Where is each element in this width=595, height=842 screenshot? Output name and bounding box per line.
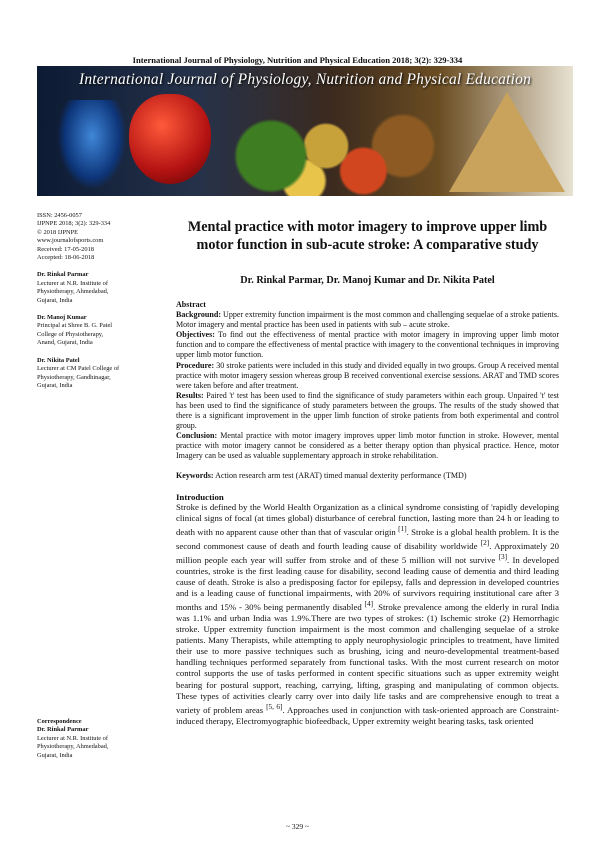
affiliation-line: Physiotherapy, Gandhinagar, — [37, 373, 111, 381]
affiliation-line: Anand, Gujarat, India — [37, 339, 93, 347]
meta-issn: ISSN: 2456-0057 — [37, 212, 82, 219]
intro-text: . Approximately 20 million people each year will suffer from stroke and of these 5 million will not survive — [176, 540, 559, 565]
paper-authors: Dr. Rinkal Parmar, Dr. Manoj Kumar and Dr. Nikita Patel — [240, 275, 495, 286]
main-content — [176, 218, 559, 727]
author-name: Dr. Rinkal Parmar — [37, 271, 89, 279]
citation-ref[interactable]: [5, 6] — [266, 702, 283, 711]
affiliation-line: Physiotherapy, Ahmedabad, — [37, 743, 109, 751]
meta-copyright: © 2018 IJPNPE — [37, 228, 79, 236]
intro-text: . Approaches used in conjunction with task-oriented approach are Constraint-induced therapy, Electromyographic biofeedback, Upper extremity weight bearing tasks, task oriented — [176, 704, 559, 726]
author-name: Dr. Nikita Patel — [37, 356, 80, 364]
abstract-objectives — [176, 330, 559, 360]
food-image — [227, 96, 447, 196]
affiliation-line: Physiotherapy, Ahmedabad, — [37, 288, 109, 296]
intro-text: . In developed countries, stroke is the first leading cause for disability, second leading cause of dementia and third leading cause of death. Stroke is also a predisposing factor for epilepsy, falls and depression in developed countries and is a leading cause of functional impairments, with 20% of survivors requiring institutional care after 3 months and 15% - 30% being permanently disabled — [176, 554, 560, 612]
correspondence-block — [37, 718, 152, 760]
author-affiliation — [37, 271, 152, 305]
section-text: Upper extremity function impairment is the most common and challenging sequelae of a stroke patients. Motor imagery and mental practice has been used in patients with sub – acute stroke. — [176, 310, 559, 330]
abstract-heading: Abstract — [176, 300, 206, 309]
paper-title: Mental practice with motor imagery to improve upper limb motor function in sub-acute stroke: A comparative study — [187, 219, 548, 253]
heart-image — [129, 94, 211, 184]
section-label: Conclusion: — [176, 431, 218, 441]
correspondence-name: Dr. Rinkal Parmar — [37, 726, 89, 734]
author-name: Dr. Manoj Kumar — [37, 314, 87, 322]
abstract-procedure — [176, 361, 559, 391]
abstract-results — [176, 391, 559, 431]
section-text: 30 stroke patients were included in this study and divided equally in two groups. Group A received mental practice with motor imagery session whereas group B received conventional exercise sessions. ARAT and TMD scores were taken before and after treatment. — [176, 360, 559, 390]
abstract-conclusion — [176, 431, 559, 461]
author-affiliation — [37, 314, 152, 348]
keywords-label: Keywords: — [176, 470, 214, 480]
affiliation-line: Lecturer at N.R. Institute of — [37, 734, 108, 742]
sidebar — [37, 212, 152, 399]
citation-ref[interactable]: [4] — [364, 599, 374, 608]
meta-accepted: Accepted: 18-06-2018 — [37, 254, 95, 262]
intro-text: . Stroke prevalence among the elderly in rural India was 1.1% and urban India was 1.9%.There are two types of strokes: (1) Ischemic stroke (2) Hemorrhagic stroke. Upper extremity function impairment is the most common and challenging sequelae of a stroke patients. Many Therapists, while attempting to apply neurophysiologic principles to treatment, have limited their use to more passive techniques such as brushing, icing and neuro-developmental treatment-based handling techniques performed separately from functional tasks. With the most current research on motor control supports the use of tasks performed in content specific situations such as upper extremity weight bearing for postural support, reaching, carrying, lifting, grasping and manipulating of common objects. These types of activities clearly carry over into daily life tasks and are comprehensive enough to treat a variety of problem areas — [176, 601, 559, 715]
affiliation-line: Gujarat, India — [37, 381, 73, 389]
section-label: Procedure: — [176, 360, 215, 370]
page-number: ~ 329 ~ — [285, 822, 310, 831]
abstract — [176, 300, 559, 462]
intro-text: Stroke is defined by the World Health Organization as a clinical syndrome consisting of 'rapidly developing clinical signs of focal (at times global) disturbance of cerebral function, lasting more than 24 h or leading to death with no apparent cause other than that of vascular origin — [176, 501, 559, 537]
journal-banner — [37, 66, 573, 196]
section-text: To find out the effectiveness of mental practice with motor imagery in improving upper limb motor function and to compare the effectiveness of mental practice with imagery to the conventional techniques in improving upper limb motor function. — [176, 330, 559, 360]
section-label: Background: — [176, 310, 222, 320]
journal-meta — [37, 212, 152, 262]
section-text: Paired 't' test has been used to find the significance of study parameters within each group. Unpaired 't' test has been used to find the significance of study parameters between the groups. The results of the study showed that there is a significant improvement in the upper limb function of stroke patients from both experimental and control group. — [176, 390, 559, 431]
banner-title: International Journal of Physiology, Nutrition and Physical Education — [78, 71, 532, 88]
affiliation-line: Gujarat, India — [37, 296, 73, 304]
journal-citation-line: International Journal of Physiology, Nutrition and Physical Education 2018; 3(2): 329-334 — [132, 55, 463, 65]
meta-received: Received: 17-05-2018 — [37, 245, 94, 253]
author-affiliation — [37, 357, 152, 391]
meta-website[interactable]: www.journalofsports.com — [37, 237, 104, 245]
intro-text: . Stroke is a global health problem. It is the second commonest cause of death and fourth leading cause of disability worldwide — [176, 526, 559, 551]
section-text: Mental practice with motor imagery improves upper limb motor function in stroke. However, mental practice with motor imagery cannot be considered as a better therapy option than physical practice. Hence, motor Imagery can be used as valuable supplementary approach in stroke rehabilitation. — [176, 431, 559, 461]
affiliation-line: Lecturer at N.R. Institute of — [37, 279, 108, 287]
citation-ref[interactable]: [1] — [398, 524, 407, 533]
affiliation-line: Gujarat, India — [37, 751, 73, 759]
introduction-heading: Introduction — [176, 491, 224, 502]
meta-citation: IJPNPE 2018; 3(2): 329-334 — [37, 220, 111, 228]
keywords — [176, 471, 559, 480]
affiliation-line: Principal at Shree B. G. Patel — [37, 322, 113, 330]
affiliation-line: Lecturer at CM Patel College of — [37, 365, 120, 373]
runner-image — [57, 100, 127, 190]
abstract-background — [176, 310, 559, 330]
affiliation-line: College of Physiotherapy, — [37, 330, 104, 338]
introduction-text — [176, 502, 559, 727]
correspondence-label: Correspondence — [37, 718, 82, 725]
section-label: Results: — [176, 390, 204, 400]
section-label: Objectives: — [176, 330, 215, 340]
citation-ref[interactable]: [3] — [498, 552, 508, 561]
citation-ref[interactable]: [2] — [480, 538, 490, 547]
keywords-text: Action research arm test (ARAT) timed manual dexterity performance (TMD) — [213, 470, 467, 480]
food-pyramid-image — [449, 92, 565, 192]
